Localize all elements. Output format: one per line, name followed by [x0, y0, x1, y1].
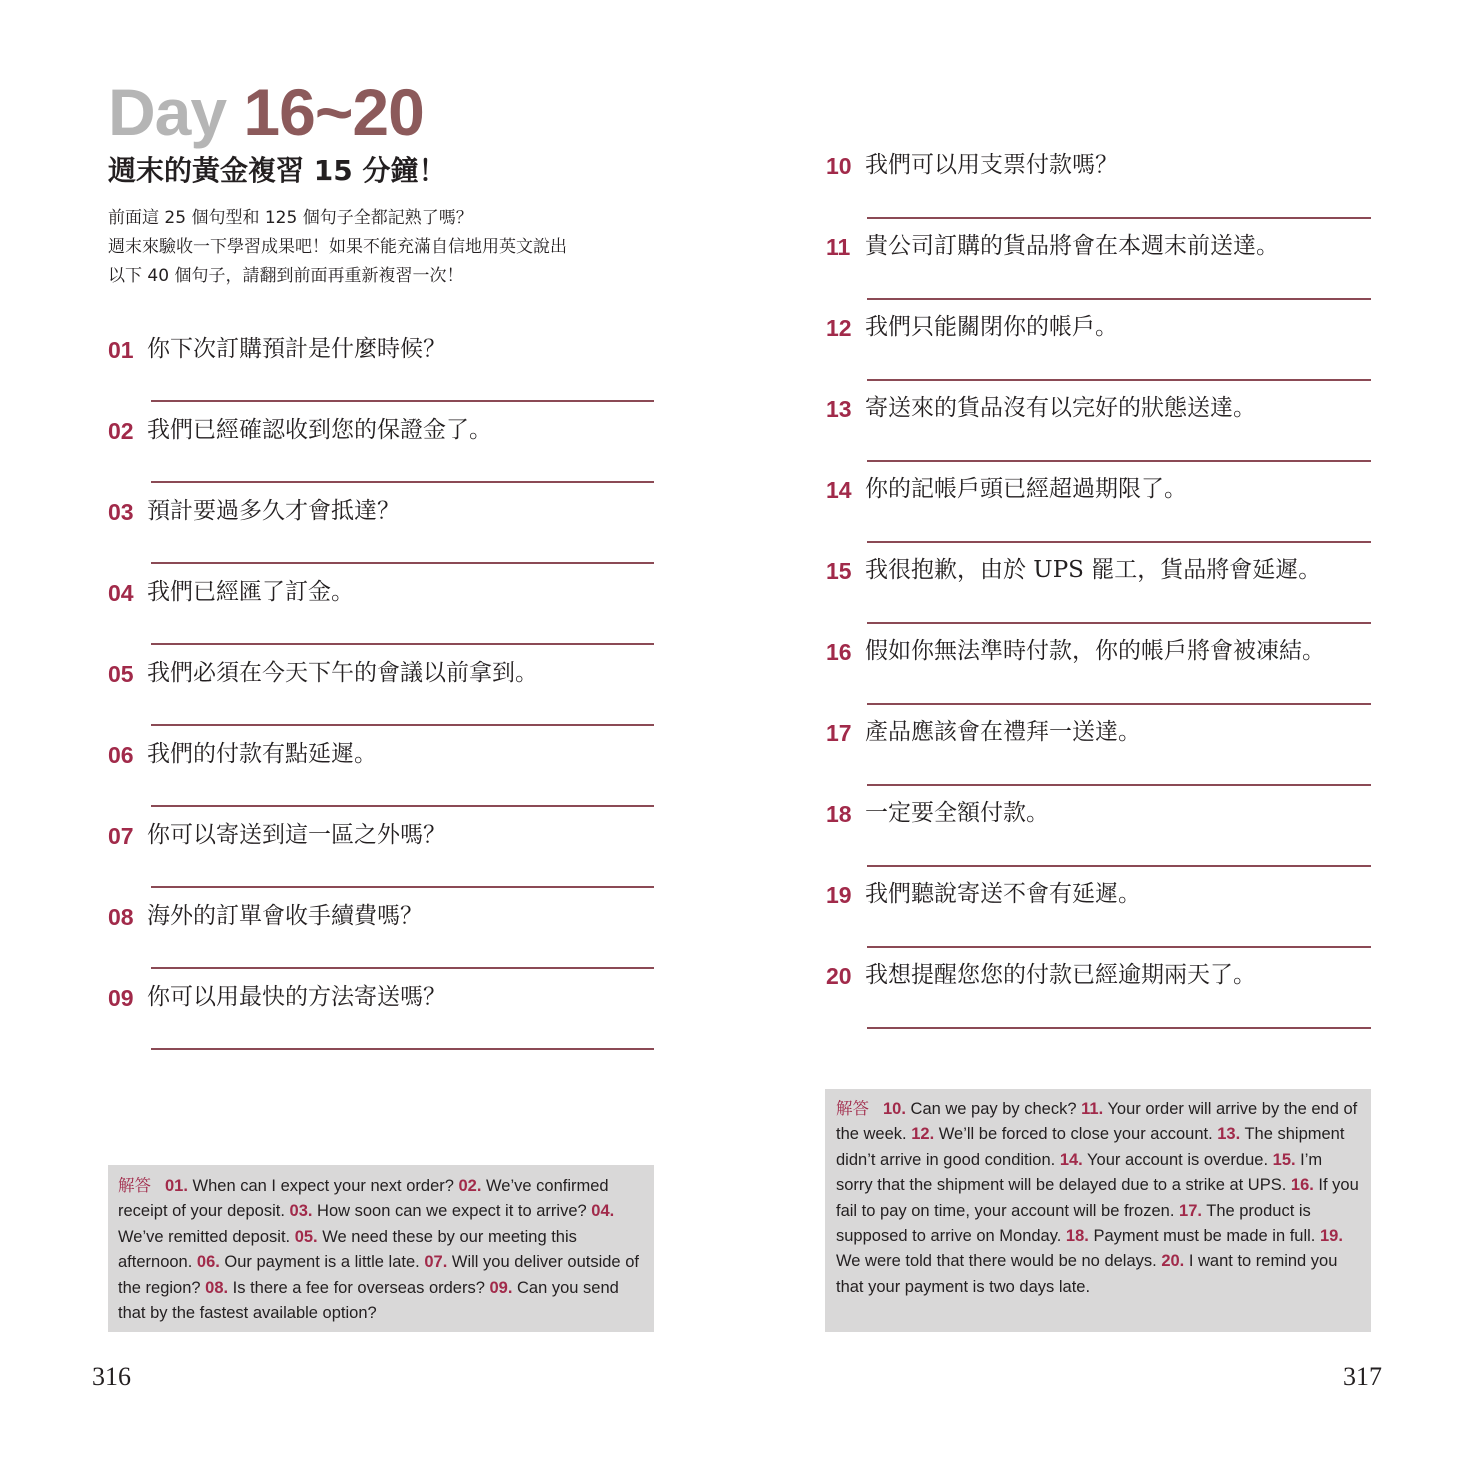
answer-line	[867, 784, 1371, 786]
answer-text: The product is supposed to arrive on Monday.	[836, 1201, 1311, 1246]
page-number: 316	[92, 1362, 131, 1391]
day-title	[108, 76, 424, 148]
question-number: 05	[108, 661, 134, 687]
answer-line	[151, 1048, 654, 1050]
answer-line	[151, 481, 654, 483]
question-item	[826, 227, 1372, 267]
question-number: 13	[826, 396, 852, 422]
question-number: 14	[826, 477, 852, 503]
intro-line: 前面這 25 個句型和 125 個句子全都記熟了嗎？	[108, 208, 473, 228]
question-text: 我們已經確認收到您的保證金了。	[147, 417, 492, 443]
answer-line	[867, 460, 1371, 462]
question-text: 我們可以用支票付款嗎？	[865, 152, 1118, 178]
answer-number: 02.	[458, 1177, 482, 1195]
question-item	[826, 794, 1372, 834]
answer-number: 01.	[165, 1177, 188, 1195]
question-number: 16	[826, 639, 852, 665]
answer-text: If you fail to pay on time, your account will be frozen.	[836, 1176, 1359, 1220]
answer-number: 04.	[591, 1202, 615, 1221]
answer-number: 13.	[1217, 1125, 1241, 1144]
answer-text: We’ve confirmed receipt of your deposit.	[118, 1177, 609, 1221]
answer-number: 18.	[1065, 1227, 1089, 1246]
answer-line	[151, 967, 654, 969]
question-item	[108, 654, 654, 694]
question-text: 你可以用最快的方法寄送嗎？	[147, 984, 446, 1010]
question-text: 我們只能關閉你的帳戶。	[865, 314, 1118, 340]
answer-number: 08.	[205, 1278, 229, 1297]
answer-line	[867, 217, 1371, 219]
answer-number: 15.	[1272, 1150, 1296, 1169]
question-item	[826, 470, 1372, 510]
question-text: 我們聽說寄送不會有延遲。	[865, 881, 1141, 907]
answer-text: We need these by our meeting this afternoon.	[118, 1227, 577, 1272]
answer-number: 07.	[424, 1253, 448, 1272]
answer-text: We’ve remitted deposit.	[118, 1227, 295, 1246]
answer-text: We were told that there would be no delays.	[836, 1252, 1162, 1271]
answer-text: Your account is overdue.	[1082, 1150, 1273, 1169]
page-subtitle: 週末的黃金複習 15 分鐘！	[108, 154, 447, 187]
answer-label: 解答	[836, 1100, 869, 1118]
question-item	[108, 330, 654, 370]
answer-number: 05.	[294, 1227, 318, 1246]
question-text: 我們的付款有點延遲。	[147, 741, 377, 767]
answer-label: 解答	[118, 1177, 151, 1195]
answer-text: Can we pay by check?	[905, 1100, 1082, 1118]
answer-text: Our payment is a little late.	[219, 1253, 425, 1272]
answer-line	[867, 622, 1371, 624]
question-text: 預計要過多久才會抵達？	[147, 498, 400, 524]
answer-text: I’m sorry that the shipment will be delayed due to a strike at UPS.	[836, 1150, 1323, 1195]
question-number: 08	[108, 904, 134, 930]
intro-line: 以下 40 個句子，請翻到前面再重新複習一次！	[108, 266, 464, 286]
answer-number: 10.	[883, 1100, 906, 1118]
answer-number: 14.	[1059, 1150, 1083, 1169]
question-number: 11	[826, 234, 851, 260]
question-text: 你的記帳戶頭已經超過期限了。	[865, 476, 1187, 502]
answer-line	[867, 541, 1371, 543]
question-item	[108, 978, 654, 1018]
question-number: 20	[826, 963, 852, 989]
answer-text: Your order will arrive by the end of the week.	[836, 1100, 1358, 1144]
question-item	[108, 411, 654, 451]
question-number: 07	[108, 823, 134, 849]
day-range: 16~20	[243, 75, 424, 149]
question-text: 我們已經匯了訂金。	[147, 579, 354, 605]
answer-number: 19.	[1319, 1227, 1343, 1246]
answer-line	[151, 562, 654, 564]
left-page	[0, 0, 739, 1479]
question-text: 我很抱歉，由於 UPS 罷工，貨品將會延遲。	[865, 557, 1322, 583]
question-text: 假如你無法準時付款，你的帳戶將會被凍結。	[865, 638, 1325, 664]
intro-line: 週末來驗收一下學習成果吧！如果不能充滿自信地用英文說出	[108, 237, 567, 257]
question-text: 我想提醒您您的付款已經逾期兩天了。	[865, 962, 1256, 988]
answer-key-box	[108, 1165, 654, 1332]
question-number: 18	[826, 801, 852, 827]
question-number: 06	[108, 742, 134, 768]
question-text: 海外的訂單會收手續費嗎？	[147, 903, 423, 929]
answer-text: When can I expect your next order?	[187, 1177, 459, 1195]
question-number: 10	[826, 153, 852, 179]
answer-key-box	[825, 1089, 1371, 1332]
question-number: 02	[108, 418, 134, 444]
question-item	[826, 713, 1372, 753]
answer-line	[867, 1027, 1371, 1029]
question-number: 12	[826, 315, 852, 341]
answer-line	[151, 805, 654, 807]
answer-number: 06.	[196, 1253, 220, 1272]
question-item	[108, 492, 654, 532]
answer-number: 03.	[289, 1202, 313, 1221]
question-text: 產品應該會在禮拜一送達。	[865, 719, 1141, 745]
right-page	[740, 0, 1479, 1479]
question-item	[826, 875, 1372, 915]
question-item	[826, 146, 1372, 186]
question-item	[826, 956, 1372, 996]
answer-number: 17.	[1179, 1201, 1202, 1220]
answer-text: Can you send that by the fastest available option?	[118, 1278, 619, 1323]
question-number: 15	[826, 558, 852, 584]
answer-text: I want to remind you that your payment is two days late.	[836, 1252, 1338, 1296]
question-number: 19	[826, 882, 852, 908]
question-item	[108, 897, 654, 937]
question-item	[826, 308, 1372, 348]
intro-paragraph	[108, 204, 688, 291]
answer-line	[151, 643, 654, 645]
answer-line	[151, 400, 654, 402]
day-word: Day	[108, 75, 227, 149]
answer-text: We’ll be forced to close your account.	[934, 1125, 1218, 1144]
question-text: 你下次訂購預計是什麼時候？	[147, 336, 446, 362]
question-number: 01	[108, 337, 134, 363]
answer-number: 12.	[911, 1125, 935, 1144]
answer-text: How soon can we expect it to arrive?	[312, 1202, 592, 1221]
answer-number: 09.	[489, 1278, 513, 1297]
answer-line	[867, 865, 1371, 867]
answer-line	[867, 703, 1371, 705]
question-text: 貴公司訂購的貨品將會在本週末前送達。	[865, 233, 1279, 259]
answer-text: Payment must be made in full.	[1088, 1227, 1320, 1246]
question-number: 09	[108, 985, 134, 1011]
question-item	[108, 735, 654, 775]
answer-number: 16.	[1290, 1176, 1314, 1195]
question-number: 03	[108, 499, 134, 525]
question-item	[826, 551, 1372, 591]
answer-line	[867, 379, 1371, 381]
answer-line	[867, 298, 1371, 300]
question-item	[826, 389, 1372, 429]
question-item	[108, 816, 654, 856]
question-item	[826, 632, 1372, 672]
question-item	[108, 573, 654, 613]
answer-line	[151, 724, 654, 726]
answer-text: Is there a fee for overseas orders?	[228, 1278, 490, 1297]
answer-line	[867, 946, 1371, 948]
question-text: 我們必須在今天下午的會議以前拿到。	[147, 660, 538, 686]
answer-text: The shipment didn’t arrive in good condition.	[836, 1125, 1345, 1169]
question-text: 寄送來的貨品沒有以完好的狀態送達。	[865, 395, 1256, 421]
question-number: 17	[826, 720, 852, 746]
answer-line	[151, 886, 654, 888]
page-number: 317	[1343, 1362, 1382, 1391]
answer-text: Will you deliver outside of the region?	[118, 1253, 639, 1297]
question-text: 一定要全額付款。	[865, 800, 1049, 826]
question-text: 你可以寄送到這一區之外嗎？	[147, 822, 446, 848]
question-number: 04	[108, 580, 134, 606]
answer-number: 11.	[1081, 1100, 1104, 1118]
answer-number: 20.	[1161, 1252, 1185, 1271]
